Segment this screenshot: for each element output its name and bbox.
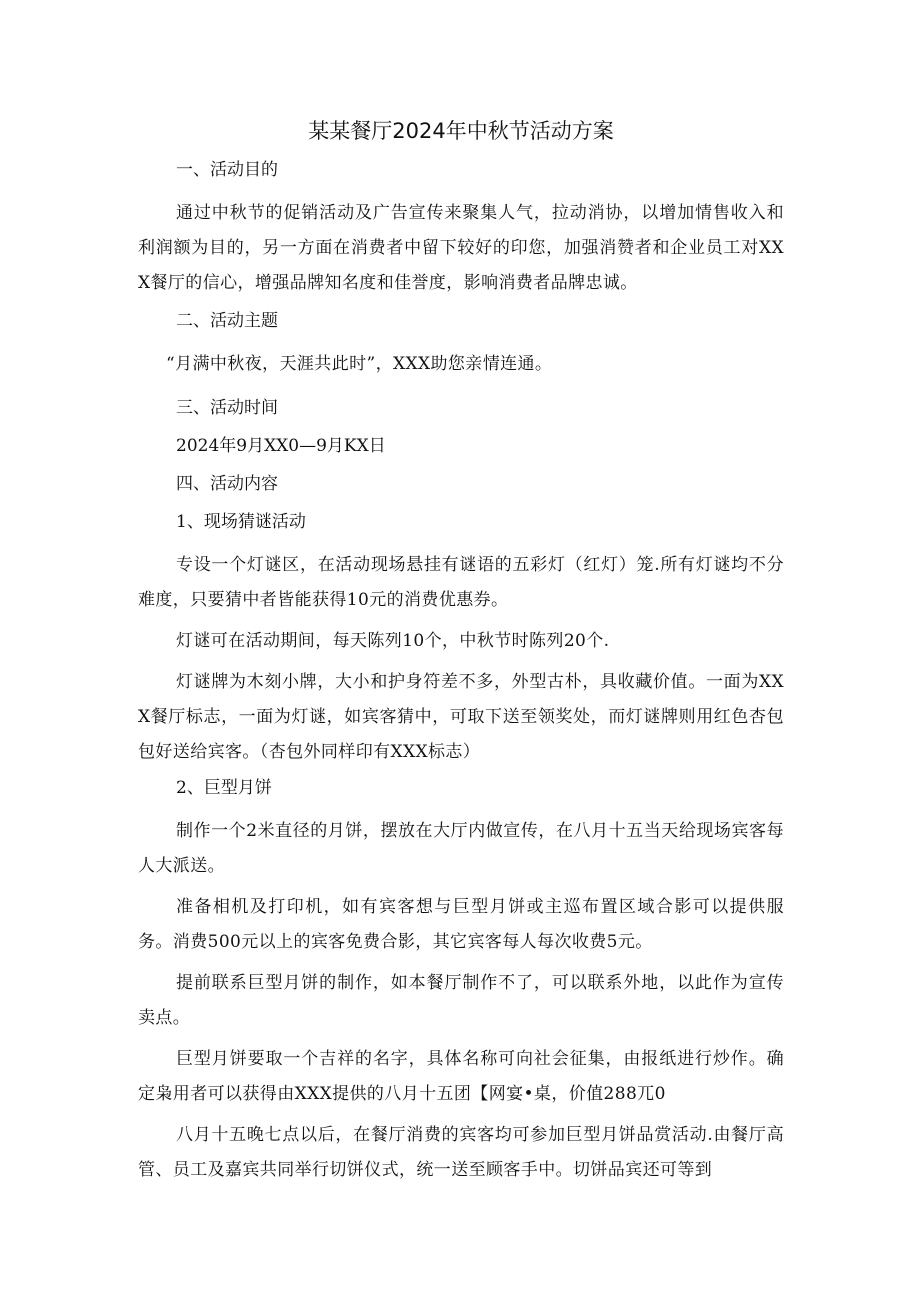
section-heading-purpose: 一、活动目的 <box>176 160 278 180</box>
subheading-riddle: 1、现场猜谜活动 <box>176 512 306 532</box>
section-heading-time: 三、活动时间 <box>176 398 278 418</box>
paragraph-riddle-3: 灯谜牌为木刻小牌，大小和护身符差不多，外型古朴，具收藏价值。一面为XXX餐厅标志，一面为灯谜，如宾客猜中，可取下送至领奖处，而灯谜牌则用红色杏包包好送给宾客。（杏包外同样印有XXX标志） <box>138 672 784 762</box>
subheading-mooncake: 2、巨型月饼 <box>176 778 272 798</box>
paragraph-riddle-2: 灯谜可在活动期间，每天陈列10个，中秋节时陈列20个. <box>176 631 610 651</box>
paragraph-theme: “月满中秋夜，天涯共此时”，XXX助您亲情连通。 <box>166 354 553 374</box>
section-heading-theme: 二、活动主题 <box>176 311 278 331</box>
paragraph-mooncake-3: 提前联系巨型月饼的制作，如本餐厅制作不了，可以联系外地，以此作为宣传卖点。 <box>138 973 784 1028</box>
paragraph-riddle-1: 专设一个灯谜区，在活动现场悬挂有谜语的五彩灯（红灯）笼.所有灯谜均不分难度，只要猜中者皆能获得10元的消费优惠券。 <box>138 555 784 610</box>
paragraph-time: 2024年9月XX0—9月KX日 <box>176 436 386 456</box>
section-heading-content: 四、活动内容 <box>176 474 278 494</box>
document-title: 某某餐厅2024年中秋节活动方案 <box>308 119 614 143</box>
paragraph-mooncake-4: 巨型月饼要取一个吉祥的名字，具体名称可向社会征集，由报纸进行炒作。确定枭用者可以获得由XXX提供的八月十五团【网宴•桌，价值288兀0 <box>138 1049 784 1104</box>
paragraph-purpose: 通过中秋节的促销活动及广告宣传来聚集人气，拉动消协，以增加情售收入和利润额为目的，另一方面在消费者中留下较好的印您，加强消赞者和企业员工对XXX餐厅的信心，增强品牌知名度和佳誉度，影响消费者品牌忠诚。 <box>138 203 784 293</box>
paragraph-mooncake-5: 八月十五晚七点以后，在餐厅消费的宾客均可参加巨型月饼品赏活动.由餐厅高管、员工及嘉宾共同举行切饼仪式，统一送至顾客手中。切饼品宾还可等到 <box>138 1125 784 1180</box>
paragraph-mooncake-2: 准备相机及打印机，如有宾客想与巨型月饼或主巡布置区域合影可以提供服务。消费500元以上的宾客免费合影，其它宾客每人每次收费5元。 <box>138 897 784 952</box>
paragraph-mooncake-1: 制作一个2米直径的月饼，摆放在大厅内做宣传，在八月十五当天给现场宾客每人大派送。 <box>138 821 784 876</box>
